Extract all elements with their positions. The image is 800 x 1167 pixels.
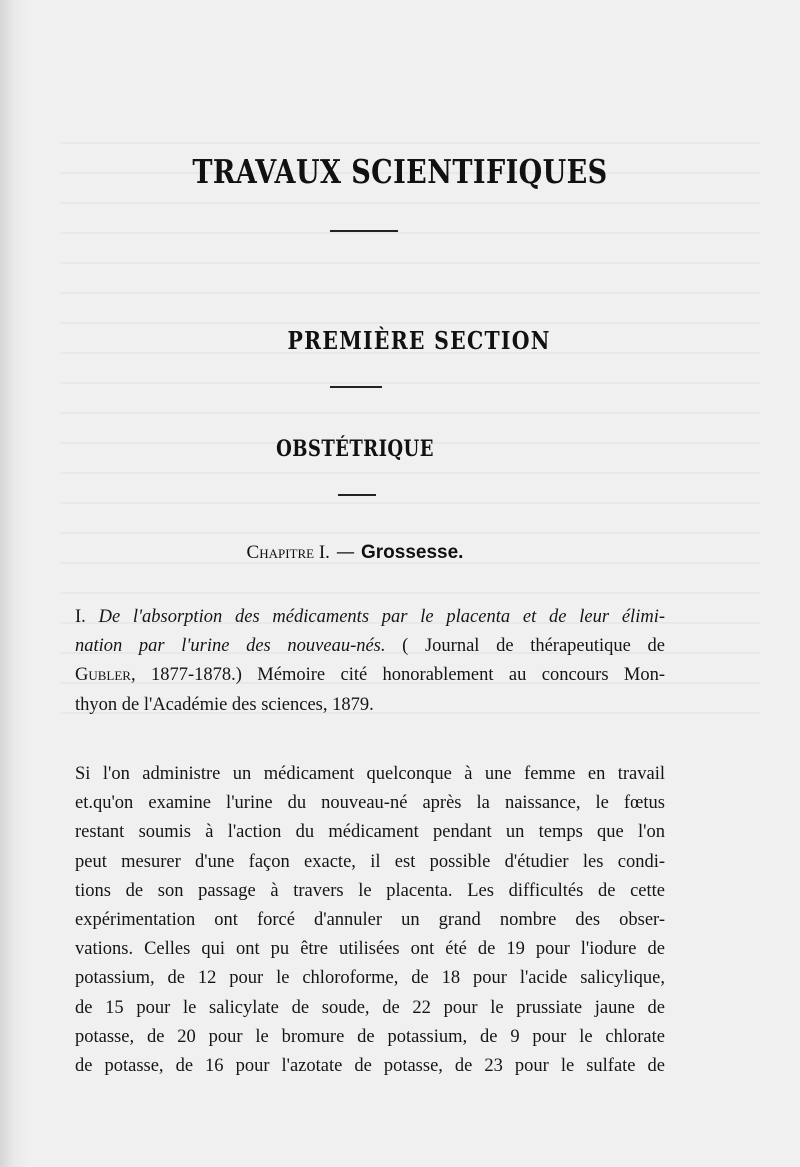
body-line: de 15 pour le salicylate de soude, de 22 pour le prussiate jaune de bbox=[75, 997, 665, 1018]
chapter-dash: — bbox=[335, 541, 355, 563]
page-title: TRAVAUX SCIENTIFIQUES bbox=[192, 152, 608, 191]
subsection-rule bbox=[338, 494, 376, 496]
entry-number: I. bbox=[75, 607, 86, 627]
body-line: expérimentation ont forcé d'annuler un grand nombre des obser- bbox=[75, 910, 665, 931]
chapter-heading bbox=[0, 541, 710, 564]
paragraph-line bbox=[75, 632, 665, 661]
section-heading: PREMIÈRE SECTION bbox=[287, 326, 551, 355]
chapter-name: Grossesse. bbox=[361, 542, 464, 563]
entry-journal: ( Journal de thérapeutique de bbox=[385, 636, 665, 657]
body-line: peut mesurer d'une façon exacte, il est possible d'étudier les condi- bbox=[75, 851, 665, 872]
title-rule bbox=[330, 230, 398, 232]
body-line: vations. Celles qui ont pu être utilisées ont été de 19 pour l'iodure de bbox=[75, 939, 665, 960]
entry-author: Gubler bbox=[75, 665, 131, 686]
body-line: restant soumis à l'action du médicament pendant un temps que l'on bbox=[75, 822, 665, 843]
body-line: de potasse, de 16 pour l'azotate de potasse, de 23 pour le sulfate de bbox=[75, 1056, 665, 1077]
paragraph-reference bbox=[75, 603, 665, 720]
body-line: potasse, de 20 pour le bromure de potassium, de 9 pour le chlorate bbox=[75, 1026, 665, 1047]
body-line: et.qu'on examine l'urine du nouveau-né après la naissance, le fœtus bbox=[75, 793, 665, 814]
subsection-heading: OBSTÉTRIQUE bbox=[276, 436, 434, 462]
section-rule bbox=[330, 386, 382, 388]
entry-title-part2: nation par l'urine des nouveau-nés. bbox=[75, 636, 386, 657]
body-line: Si l'on administre un médicament quelconque à une femme en travail bbox=[75, 764, 665, 784]
entry-citation: , 1877-1878.) Mémoire cité honorablement au concours Mon- bbox=[130, 665, 665, 686]
paragraph-line bbox=[75, 603, 665, 632]
paragraph-line bbox=[75, 661, 665, 690]
body-line: potassium, de 12 pour le chloroforme, de 18 pour l'acide salicylique, bbox=[75, 968, 665, 989]
entry-title-part1: De l'absorption des médicaments par le placenta et de leur élimi- bbox=[98, 607, 665, 627]
paragraph-line: thyon de l'Académie des sciences, 1879. bbox=[75, 694, 374, 715]
paragraph-body bbox=[75, 760, 665, 1081]
body-line: tions de son passage à travers le placenta. Les difficultés de cette bbox=[75, 880, 665, 901]
chapter-label: Chapitre I. bbox=[246, 542, 330, 563]
